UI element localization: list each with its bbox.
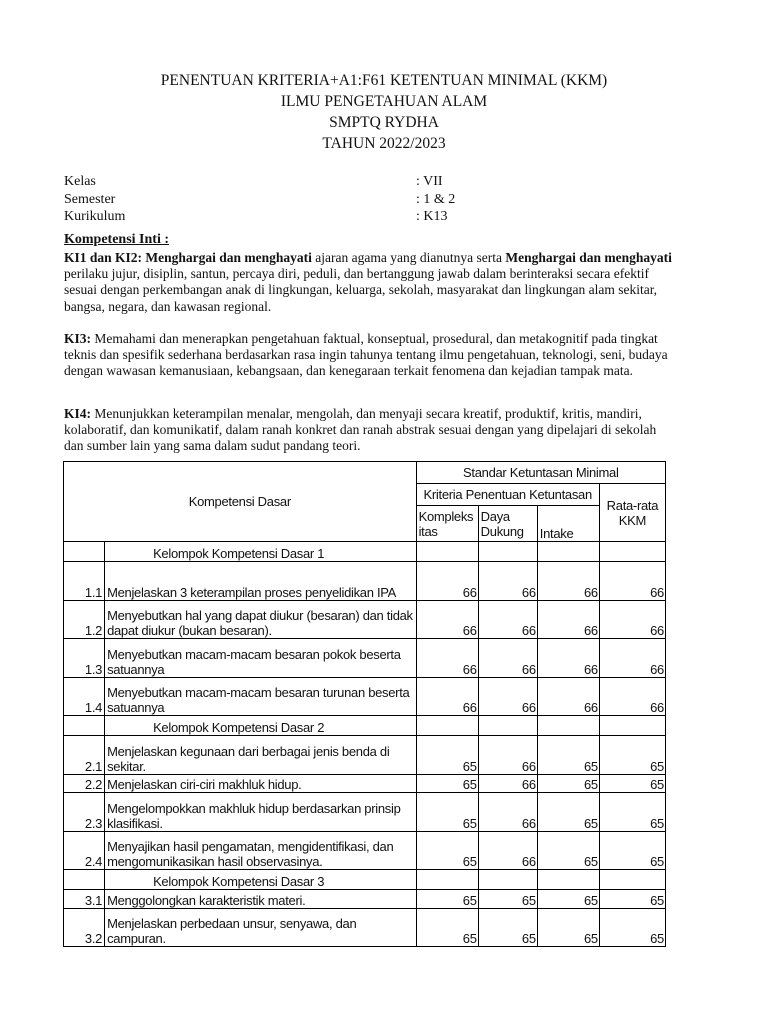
group-empty-cell [478,542,537,562]
row-description: Menyebutkan hal yang dapat diukur (besaran) dan tidak dapat diukur (bukan besaran). [105,601,417,639]
info-label: Semester [64,191,116,207]
header-kriteria: Kriteria Penentuan Ketuntasan [416,484,599,506]
title-line-1: PENENTUAN KRITERIA+A1:F61 KETENTUAN MINIMAL (KKM) [160,72,608,89]
ki12-bold-1: Menghargai dan menghayati [145,250,312,265]
group-empty-cell [537,716,599,736]
table-row [64,793,666,832]
group-name: Kelompok Kompetensi Dasar 1 [105,542,417,562]
row-number: 2.4 [64,832,105,870]
table-row [64,890,666,909]
row-number: 1.4 [64,678,105,716]
group-empty-cell [416,716,478,736]
row-number: 2.2 [64,775,105,793]
row-number: 1.2 [64,601,105,639]
title-line-2: ILMU PENGETAHUAN ALAM [280,93,488,110]
group-row [64,870,666,890]
value-kompleksitas: 66 [416,639,478,678]
value-intake: 65 [537,775,599,793]
table-row [64,678,666,716]
document-title-block [0,70,768,154]
table-row [64,562,666,601]
value-intake: 65 [537,793,599,832]
header-rata-rata: Rata-rata KKM [599,484,665,542]
info-value: : VII [416,174,443,189]
row-number: 1.3 [64,639,105,678]
row-number: 1.1 [64,562,105,601]
value-intake: 66 [537,639,599,678]
value-daya-dukung: 66 [478,775,537,793]
group-cell [64,870,105,890]
value-intake: 65 [537,736,599,775]
group-name: Kelompok Kompetensi Dasar 2 [105,716,417,736]
value-daya-dukung: 65 [478,909,537,947]
row-description: Menggolongkan karakteristik materi. [105,890,417,909]
ki12-text-1: ajaran agama yang dianutnya serta [311,250,506,265]
info-value: : 1 & 2 [416,191,456,207]
info-block [64,173,744,226]
row-description: Mengelompokkan makhluk hidup berdasarkan prinsip klasifikasi. [105,793,417,832]
value-daya-dukung: 66 [478,832,537,870]
header-kompetensi-dasar: Kompetensi Dasar [64,462,417,542]
table-row [64,736,666,775]
value-daya-dukung: 65 [478,890,537,909]
row-description: Menjelaskan ciri-ciri makhluk hidup. [105,775,417,793]
table-row [64,832,666,870]
value-daya-dukung: 66 [478,736,537,775]
group-empty-cell [599,542,665,562]
row-description: Menjelaskan kegunaan dari berbagai jenis benda di sekitar. [105,736,417,775]
value-rata-rata: 65 [599,890,665,909]
group-empty-cell [537,870,599,890]
ki3-text: Memahami dan menerapkan pengetahuan faktual, konseptual, prosedural, dan metakognitif pada tingkat teknis dan spesifik sederhana berdasarkan rasa ingin tahunya tentang ilmu pengetahuan, teknologi, seni, budaya dengan wawasan kemanusiaan, kebangsaan, dan kenegaraan terkait fenomena dan kejadian tampak mata. [64,331,668,379]
ki3-paragraph [64,331,674,380]
ki12-paragraph [64,250,674,315]
group-cell [64,716,105,736]
value-daya-dukung: 66 [478,639,537,678]
row-description: Menjelaskan 3 keterampilan proses penyelidikan IPA [105,562,417,601]
row-description: Menjelaskan perbedaan unsur, senyawa, dan campuran. [105,909,417,947]
value-daya-dukung: 66 [478,601,537,639]
value-intake: 65 [537,909,599,947]
row-number: 3.1 [64,890,105,909]
group-cell [64,542,105,562]
table-row [64,909,666,947]
kompetensi-inti-heading: Kompetensi Inti : [64,232,169,247]
table-row [64,639,666,678]
value-daya-dukung: 66 [478,562,537,601]
group-row [64,542,666,562]
value-rata-rata: 65 [599,832,665,870]
kkm-table [63,461,666,947]
table-row [64,601,666,639]
group-row [64,716,666,736]
value-kompleksitas: 65 [416,736,478,775]
value-rata-rata: 66 [599,601,665,639]
info-row-kurikulum [64,208,744,226]
header-kompleksitas: Kompleks itas [416,506,478,542]
ki4-paragraph [64,406,674,455]
value-kompleksitas: 66 [416,562,478,601]
group-empty-cell [416,542,478,562]
value-intake: 66 [537,601,599,639]
ki12-lead: KI1 dan KI2: [64,250,143,265]
value-rata-rata: 66 [599,639,665,678]
value-rata-rata: 65 [599,736,665,775]
value-kompleksitas: 65 [416,775,478,793]
info-value: : K13 [416,209,448,224]
group-empty-cell [599,870,665,890]
info-label: Kelas [64,174,96,189]
value-intake: 65 [537,890,599,909]
row-number: 2.3 [64,793,105,832]
value-daya-dukung: 66 [478,678,537,716]
info-label: Kurikulum [64,209,126,224]
ki3-lead: KI3: [64,331,91,346]
group-name: Kelompok Kompetensi Dasar 3 [105,870,417,890]
ki12-text-2: perilaku jujur, disiplin, santun, percaya diri, peduli, dan bertanggung jawab dalam berinteraksi secara efektif sesuai dengan perkembangan anak di lingkungan, keluarga, sekolah, masyarakat dan lingkungan alam sekitar, bangsa, negara, dan kawasan regional. [64,266,658,314]
value-intake: 65 [537,832,599,870]
value-rata-rata: 65 [599,775,665,793]
value-intake: 66 [537,562,599,601]
value-kompleksitas: 65 [416,793,478,832]
group-empty-cell [537,542,599,562]
group-empty-cell [599,716,665,736]
row-description: Menyajikan hasil pengamatan, mengidentifikasi, dan mengomunikasikan hasil observasinya. [105,832,417,870]
value-kompleksitas: 65 [416,832,478,870]
table-row [64,775,666,793]
info-row-semester [64,191,744,209]
info-row-kelas [64,173,744,191]
row-number: 3.2 [64,909,105,947]
title-line-3: SMPTQ RYDHA [329,114,439,131]
table-header-row [64,462,666,484]
value-kompleksitas: 65 [416,890,478,909]
header-intake: Intake [537,506,599,542]
value-rata-rata: 66 [599,678,665,716]
value-rata-rata: 66 [599,562,665,601]
value-rata-rata: 65 [599,793,665,832]
table-body [64,542,666,947]
value-kompleksitas: 65 [416,909,478,947]
row-description: Menyebutkan macam-macam besaran pokok beserta satuannya [105,639,417,678]
title-line-4: TAHUN 2022/2023 [322,135,446,152]
value-rata-rata: 65 [599,909,665,947]
group-empty-cell [416,870,478,890]
row-number: 2.1 [64,736,105,775]
group-empty-cell [478,870,537,890]
ki4-text: Menunjukkan keterampilan menalar, mengolah, dan menyaji secara kreatif, produktif, kritis, mandiri, kolaboratif, dan komunikatif, dalam ranah konkret dan ranah abstrak sesuai dengan yang dipelajari di sekolah dan sumber lain yang sama dalam sudut pandang teori. [64,406,657,454]
value-kompleksitas: 66 [416,601,478,639]
ki12-bold-2: Menghargai dan menghayati [505,250,672,265]
value-daya-dukung: 66 [478,793,537,832]
value-kompleksitas: 66 [416,678,478,716]
value-intake: 66 [537,678,599,716]
header-daya-dukung: Daya Dukung [478,506,537,542]
header-standar: Standar Ketuntasan Minimal [416,462,665,484]
row-description: Menyebutkan macam-macam besaran turunan beserta satuannya [105,678,417,716]
ki4-lead: KI4: [64,406,91,421]
group-empty-cell [478,716,537,736]
